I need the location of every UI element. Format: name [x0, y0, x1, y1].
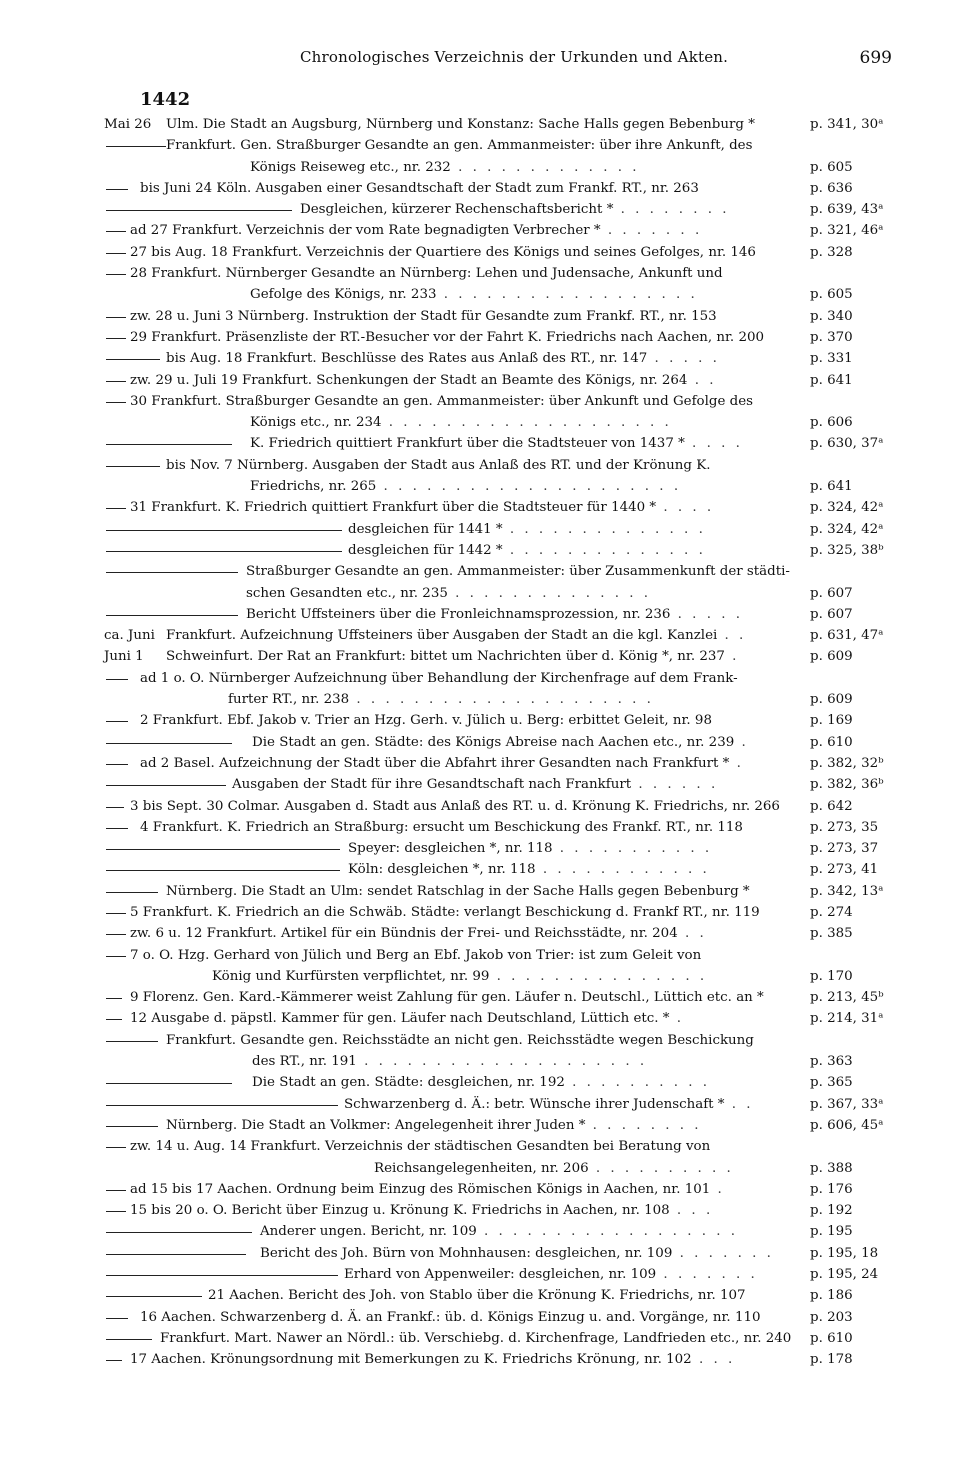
page-reference: p. 195, 24 [810, 1267, 879, 1283]
entry-row [104, 817, 904, 838]
ditto-rule [106, 892, 158, 893]
entry-row [104, 157, 904, 178]
leader-dots: . . . . . . . . . . . . . [450, 159, 640, 175]
year-heading: 1442 [140, 89, 191, 110]
leader-dots: . . . . . . [631, 777, 719, 793]
entry-text: Nürnberg. Die Stadt an Ulm: sendet Ratschlag in der Sache Halls gegen Bebenburg * [166, 883, 750, 899]
entry-text: Die Stadt an gen. Städte: desgleichen, nr. 192 . . . . . . . . . . [252, 1075, 711, 1091]
entry-row [104, 1349, 904, 1370]
entry-date: ca. Juni [104, 628, 155, 644]
leader-dots: . . . . . . . [672, 1245, 774, 1261]
entry-text: Nürnberg. Die Stadt an Volkmer: Angelegenheit ihrer Juden * . . . . . . . . [166, 1117, 702, 1133]
page-reference: p. 195 [810, 1224, 853, 1240]
ditto-rule [106, 615, 238, 616]
entry-row [104, 1307, 904, 1328]
entry-row [104, 1136, 904, 1157]
leader-dots: . [710, 1181, 725, 1197]
page-reference: p. 324, 42ᵃ [810, 500, 884, 516]
entry-row [104, 838, 904, 859]
entry-text: 27 bis Aug. 18 Frankfurt. Verzeichnis der Quartiere des Königs und seines Gefolges, nr. 146 [130, 244, 756, 260]
ditto-rule [106, 444, 232, 445]
leader-dots: . . . . . . . . . . [564, 1075, 711, 1091]
entry-text: Frankfurt. Mart. Nawer an Nördl.: üb. Verschiebg. d. Kirchenfrage, Landfrieden etc., nr. 240 [160, 1330, 792, 1346]
entry-text: K. Friedrich quittiert Frankfurt über die Stadtsteuer von 1437 * . . . . [250, 436, 743, 452]
ditto-rule [106, 1083, 232, 1084]
ditto-rule [106, 572, 238, 573]
page-reference: p. 610 [810, 734, 853, 750]
page-reference: p. 213, 45ᵇ [810, 990, 884, 1006]
leader-dots: . . . . . . . . . . . . . . . [489, 968, 708, 984]
ditto-rule [106, 338, 126, 339]
entry-row [104, 710, 904, 731]
entry-row [104, 732, 904, 753]
entry-row [104, 433, 904, 454]
entry-row [104, 412, 904, 433]
entry-row [104, 1008, 904, 1029]
leader-dots: . . . . . . . . . . . . . . . . . . . . [381, 415, 672, 431]
ditto-rule [106, 913, 126, 914]
page-reference: p. 636 [810, 180, 853, 196]
entry-text: 9 Florenz. Gen. Kard.-Kämmerer weist Zahlung für gen. Läufer n. Deutschl., Lüttich etc. an * [130, 990, 764, 1006]
ditto-rule [106, 1360, 122, 1361]
entry-text: ad 27 Frankfurt. Verzeichnis der vom Rate begnadigten Verbrecher * . . . . . . . [130, 223, 703, 239]
entry-row [104, 583, 904, 604]
entry-text: Frankfurt. Gesandte gen. Reichsstädte an nicht gen. Reichsstädte wegen Beschickung [166, 1032, 754, 1048]
entry-text: zw. 14 u. Aug. 14 Frankfurt. Verzeichnis der städtischen Gesandten bei Beratung von [130, 1139, 711, 1155]
page-reference: p. 642 [810, 798, 853, 814]
leader-dots: . . . . . . . . . . . . [535, 862, 710, 878]
entry-row [104, 135, 904, 156]
entry-row [104, 689, 904, 710]
entry-row [104, 370, 904, 391]
ditto-rule [106, 870, 340, 871]
entry-row [104, 476, 904, 497]
ditto-rule [106, 274, 126, 275]
ditto-rule [106, 530, 342, 531]
ditto-rule [106, 146, 166, 147]
entry-row [104, 1179, 904, 1200]
ditto-rule [106, 381, 126, 382]
entry-text: 7 o. O. Hzg. Gerhard von Jülich und Berg an Ebf. Jakob von Trier: ist zum Geleit von [130, 947, 702, 963]
page-reference: p. 321, 46ᵃ [810, 223, 884, 239]
entry-date: Mai 26 [104, 117, 152, 132]
page-reference: p. 370 [810, 329, 853, 345]
page-reference: p. 382, 32ᵇ [810, 755, 884, 771]
entry-row [104, 178, 904, 199]
entry-text: 29 Frankfurt. Präsenzliste der RT.-Besucher vor der Fahrt K. Friedrichs nach Aachen, nr. 200 [130, 329, 765, 345]
ditto-rule [106, 402, 126, 403]
leader-dots: . . . . . . . . . . . [552, 841, 713, 857]
leader-dots: . . . . . . . . . . [588, 1160, 734, 1176]
entry-text: Ausgaben der Stadt für ihre Gesandtschaft nach Frankfurt . . . . . . [232, 777, 719, 793]
entry-row [104, 199, 904, 220]
entry-row [104, 902, 904, 923]
entry-text: bis Aug. 18 Frankfurt. Beschlüsse des Rates aus Anlaß des RT., nr. 147 . . . . . [166, 351, 720, 367]
entry-row [104, 604, 904, 625]
ditto-rule [106, 1019, 122, 1020]
entry-row [104, 263, 904, 284]
ditto-rule [106, 1318, 128, 1319]
entry-row [104, 796, 904, 817]
ditto-rule [106, 359, 160, 360]
entry-text: desgleichen für 1441 * . . . . . . . . . . . . . . [348, 521, 706, 537]
entry-text: ad 1 o. O. Nürnberger Aufzeichnung über Behandlung der Kirchenfrage auf dem Frank- [140, 670, 738, 686]
page-reference: p. 176 [810, 1181, 853, 1197]
page-reference: p. 607 [810, 585, 853, 601]
page-reference: p. 365 [810, 1075, 853, 1091]
leader-dots: . . . . . . . . . . . . . . . . . . . . . [376, 479, 682, 495]
entry-text: Bericht Uffsteiners über die Fronleichnamsprozession, nr. 236 . . . . . [246, 606, 743, 622]
ditto-rule [106, 1296, 202, 1297]
page-reference: p. 186 [810, 1288, 853, 1304]
entry-row [104, 540, 904, 561]
leader-dots: . [724, 649, 740, 665]
ditto-rule [106, 189, 128, 190]
entry-row [104, 1072, 904, 1093]
ditto-rule [106, 849, 340, 850]
leader-dots: . . [677, 926, 707, 942]
entry-row [104, 327, 904, 348]
entry-text: ad 2 Basel. Aufzeichnung der Stadt über die Abfahrt ihrer Gesandten nach Frankfurt * . [140, 755, 744, 771]
ditto-rule [106, 1190, 126, 1191]
page-reference: p. 606 [810, 415, 853, 431]
leader-dots: . [729, 755, 744, 771]
ditto-rule [106, 721, 128, 722]
entry-row [104, 1115, 904, 1136]
entry-text: 31 Frankfurt. K. Friedrich quittiert Frankfurt über die Stadtsteuer für 1440 * . . . . [130, 500, 715, 516]
entry-text: des RT., nr. 191 . . . . . . . . . . . . . . . . . . . . [252, 1054, 648, 1070]
page-reference: p. 609 [810, 649, 853, 665]
entry-row [104, 455, 904, 476]
entry-text: zw. 29 u. Juli 19 Frankfurt. Schenkungen der Stadt an Beamte des Königs, nr. 264 . . [130, 372, 717, 388]
leader-dots: . . . . . . . [600, 223, 703, 239]
entry-row [104, 1158, 904, 1179]
ditto-rule [106, 1254, 246, 1255]
page-reference: p. 192 [810, 1203, 853, 1219]
entry-text: 3 bis Sept. 30 Colmar. Ausgaben d. Stadt aus Anlaß des RT. u. d. Krönung K. Friedrichs, nr. 266 [130, 798, 780, 814]
leader-dots: . [669, 1011, 684, 1027]
entry-row [104, 306, 904, 327]
page-reference: p. 169 [810, 713, 853, 729]
entry-date: Juni 1 [104, 649, 144, 665]
leader-dots: . . . . . [670, 606, 743, 622]
entry-text: Die Stadt an gen. Städte: des Königs Abreise nach Aachen etc., nr. 239 . [252, 734, 749, 750]
ditto-rule [106, 1041, 158, 1042]
page-reference: p. 195, 18 [810, 1245, 879, 1261]
entry-row [104, 1243, 904, 1264]
entry-text: König und Kurfürsten verpflichtet, nr. 99 . . . . . . . . . . . . . . . [212, 968, 708, 984]
ditto-rule [106, 1211, 126, 1212]
page-reference: p. 331 [810, 351, 853, 367]
page-reference: p. 385 [810, 926, 853, 942]
entry-text: 5 Frankfurt. K. Friedrich an die Schwäb. Städte: verlangt Beschickung d. Frankf RT., nr. 119 [130, 904, 760, 920]
ditto-rule [106, 1105, 338, 1106]
leader-dots: . . . . . [647, 351, 720, 367]
page-reference: p. 273, 37 [810, 841, 879, 857]
page-reference: p. 610 [810, 1330, 853, 1346]
entry-text: 21 Aachen. Bericht des Joh. von Stablo über die Krönung K. Friedrichs, nr. 107 [208, 1288, 746, 1304]
entry-row [104, 646, 904, 667]
entry-row [104, 242, 904, 263]
ditto-rule [106, 210, 292, 211]
entry-row [104, 561, 904, 582]
leader-dots: . . . . . . . . . . . . . . . . . . [476, 1224, 738, 1240]
page-reference: p. 605 [810, 287, 853, 303]
ditto-rule [106, 785, 226, 786]
ditto-rule [106, 764, 128, 765]
ditto-rule [106, 466, 160, 467]
entry-text: Desgleichen, kürzerer Rechenschaftsbericht * . . . . . . . . [300, 202, 730, 218]
entry-text: Gefolge des Königs, nr. 233 . . . . . . . . . . . . . . . . . . [250, 287, 698, 303]
running-head: Chronologisches Verzeichnis der Urkunden und Akten. [300, 48, 729, 66]
page-reference: p. 607 [810, 606, 853, 622]
entry-text: zw. 28 u. Juni 3 Nürnberg. Instruktion der Stadt für Gesandte zum Frankf. RT., nr. 153 [130, 308, 717, 324]
ditto-rule [106, 317, 126, 318]
ditto-rule [106, 1232, 252, 1233]
page-reference: p. 639, 43ᵃ [810, 202, 884, 218]
ditto-rule [106, 231, 126, 232]
leader-dots: . . . . . . . . . . . . . . . . . . [436, 287, 698, 303]
entry-row [104, 284, 904, 305]
leader-dots: . . [724, 1096, 754, 1112]
entry-text: 12 Ausgabe d. päpstl. Kammer für gen. Läufer nach Deutschland, Lüttich etc. * . [130, 1011, 684, 1027]
page-reference: p. 203 [810, 1309, 853, 1325]
entry-row [104, 625, 904, 646]
leader-dots: . . . . . . . . . . . . . . . . . . . . . [349, 692, 654, 708]
entry-list [104, 114, 904, 1371]
ditto-rule [106, 1275, 338, 1276]
leader-dots: . . [687, 372, 717, 388]
ditto-rule [106, 828, 128, 829]
entry-text: schen Gesandten etc., nr. 235 . . . . . . . . . . . . . . [246, 585, 652, 601]
entry-text: 15 bis 20 o. O. Bericht über Einzug u. Krönung K. Friedrichs in Aachen, nr. 108 . . . [130, 1203, 714, 1219]
entry-row [104, 348, 904, 369]
page-reference: p. 170 [810, 968, 853, 984]
ditto-rule [106, 551, 342, 552]
page-reference: p. 340 [810, 308, 853, 324]
entry-text: furter RT., nr. 238 . . . . . . . . . . . . . . . . . . . . . [228, 692, 654, 708]
entry-text: bis Nov. 7 Nürnberg. Ausgaben der Stadt aus Anlaß des RT. und der Krönung K. [166, 457, 711, 473]
ditto-rule [106, 253, 126, 254]
ditto-rule [106, 743, 232, 744]
entry-text: 28 Frankfurt. Nürnberger Gesandte an Nürnberg: Lehen und Judensache, Ankunft und [130, 266, 723, 282]
entry-text: 4 Frankfurt. K. Friedrich an Straßburg: ersucht um Beschickung des Frankf. RT., nr. 118 [140, 819, 743, 835]
entry-row [104, 753, 904, 774]
leader-dots: . . . . . . . . . . . . . . [502, 542, 706, 558]
page-reference: p. 342, 13ᵃ [810, 883, 884, 899]
ditto-rule [106, 807, 124, 808]
entry-text: Ulm. Die Stadt an Augsburg, Nürnberg und Konstanz: Sache Halls gegen Bebenburg * [166, 117, 755, 132]
leader-dots: . . . . . . . . . . . . . . [502, 521, 706, 537]
leader-dots: . . . . . . . [656, 1267, 758, 1283]
page-reference: p. 273, 35 [810, 819, 879, 835]
leader-dots: . . . . [684, 436, 743, 452]
entry-row [104, 945, 904, 966]
entry-text: Königs etc., nr. 234 . . . . . . . . . . . . . . . . . . . . [250, 415, 672, 431]
entry-text: Erhard von Appenweiler: desgleichen, nr. 109 . . . . . . . [344, 1267, 758, 1283]
ditto-rule [106, 934, 126, 935]
entry-text: Schwarzenberg d. Ä.: betr. Wünsche ihrer Judenschaft * . . [344, 1096, 754, 1112]
page-reference: p. 273, 41 [810, 862, 879, 878]
entry-text: Schweinfurt. Der Rat an Frankfurt: bittet um Nachrichten über d. König *, nr. 237 . [166, 649, 740, 665]
entry-text: Reichsangelegenheiten, nr. 206 . . . . . . . . . . [374, 1160, 734, 1176]
entry-row [104, 881, 904, 902]
page-reference: p. 363 [810, 1054, 853, 1070]
entry-row [104, 1094, 904, 1115]
entry-text: ad 15 bis 17 Aachen. Ordnung beim Einzug des Römischen Königs in Aachen, nr. 101 . [130, 1181, 725, 1197]
entry-row [104, 1200, 904, 1221]
entry-row [104, 1285, 904, 1306]
ditto-rule [106, 508, 126, 509]
page-reference: p. 382, 36ᵇ [810, 777, 884, 793]
entry-row [104, 1328, 904, 1349]
leader-dots: . . [717, 628, 747, 644]
page-reference: p. 641 [810, 372, 853, 388]
ditto-rule [106, 679, 128, 680]
page-reference: p. 328 [810, 244, 853, 260]
entry-text: Frankfurt. Aufzeichnung Uffsteiners über Ausgaben der Stadt an die kgl. Kanzlei . . [166, 628, 747, 644]
entry-row [104, 1221, 904, 1242]
entry-row [104, 1264, 904, 1285]
entry-text: bis Juni 24 Köln. Ausgaben einer Gesandtschaft der Stadt zum Frankf. RT., nr. 263 [140, 180, 699, 196]
entry-row [104, 774, 904, 795]
page-reference: p. 341, 30ᵃ [810, 117, 884, 132]
page-reference: p. 274 [810, 904, 853, 920]
entry-text: zw. 6 u. 12 Frankfurt. Artikel für ein Bündnis der Frei- und Reichsstädte, nr. 204 . . [130, 926, 707, 942]
entry-text: Bericht des Joh. Bürn von Mohnhausen: desgleichen, nr. 109 . . . . . . . [260, 1245, 774, 1261]
page-reference: p. 325, 38ᵇ [810, 542, 884, 558]
page-reference: p. 388 [810, 1160, 853, 1176]
ditto-rule [106, 956, 126, 957]
leader-dots: . . . [669, 1203, 714, 1219]
entry-row [104, 966, 904, 987]
leader-dots: . . . . . . . . [585, 1117, 702, 1133]
entry-text: 16 Aachen. Schwarzenberg d. Ä. an Frankf.: üb. d. Königs Einzug u. and. Vorgänge, nr. 110 [140, 1309, 761, 1325]
leader-dots: . . . . . . . . . . . . . . [447, 585, 652, 601]
page-reference: p. 214, 31ᵃ [810, 1011, 884, 1027]
ditto-rule [106, 998, 122, 999]
leader-dots: . . . . . . . . [613, 202, 730, 218]
leader-dots: . . . [691, 1352, 736, 1368]
entry-row [104, 987, 904, 1008]
entry-row [104, 497, 904, 518]
page-reference: p. 367, 33ᵃ [810, 1096, 884, 1112]
entry-text: Köln: desgleichen *, nr. 118 . . . . . . . . . . . . [348, 862, 710, 878]
page-reference: p. 605 [810, 159, 853, 175]
entry-text: Frankfurt. Gen. Straßburger Gesandte an gen. Ammanmeister: über ihre Ankunft, des [166, 138, 753, 154]
entry-row [104, 859, 904, 880]
entry-row [104, 668, 904, 689]
entry-text: desgleichen für 1442 * . . . . . . . . . . . . . . [348, 542, 706, 558]
entry-row [104, 519, 904, 540]
page-reference: p. 609 [810, 692, 853, 708]
ditto-rule [106, 1126, 158, 1127]
entry-row [104, 114, 904, 135]
leader-dots: . . . . . . . . . . . . . . . . . . . . [356, 1054, 648, 1070]
entry-text: Speyer: desgleichen *, nr. 118 . . . . . . . . . . . [348, 841, 713, 857]
page-reference: p. 606, 45ᵃ [810, 1117, 884, 1133]
entry-row [104, 923, 904, 944]
entry-text: Königs Reiseweg etc., nr. 232 . . . . . . . . . . . . . [250, 159, 640, 175]
ditto-rule [106, 1147, 126, 1148]
entry-text: 30 Frankfurt. Straßburger Gesandte an gen. Ammanmeister: über Ankunft und Gefolge des [130, 393, 754, 409]
leader-dots: . . . . [656, 500, 715, 516]
page-reference: p. 641 [810, 479, 853, 495]
entry-text: 2 Frankfurt. Ebf. Jakob v. Trier an Hzg. Gerh. v. Jülich u. Berg: erbittet Geleit, nr. 98 [140, 713, 712, 729]
entry-text: Anderer ungen. Bericht, nr. 109 . . . . . . . . . . . . . . . . . . [260, 1224, 738, 1240]
leader-dots: . [734, 734, 749, 750]
entry-row [104, 391, 904, 412]
entry-text: Friedrichs, nr. 265 . . . . . . . . . . . . . . . . . . . . . [250, 479, 682, 495]
page-reference: p. 178 [810, 1352, 853, 1368]
entry-row [104, 1051, 904, 1072]
page-reference: p. 631, 47ᵃ [810, 628, 884, 644]
ditto-rule [106, 1339, 152, 1340]
page-reference: p. 324, 42ᵃ [810, 521, 884, 537]
entry-row [104, 1030, 904, 1051]
entry-text: Straßburger Gesandte an gen. Ammanmeister: über Zusammenkunft der städti- [246, 564, 790, 580]
entry-row [104, 220, 904, 241]
entry-text: 17 Aachen. Krönungsordnung mit Bemerkungen zu K. Friedrichs Krönung, nr. 102 . . . [130, 1352, 736, 1368]
page-reference: p. 630, 37ᵃ [810, 436, 884, 452]
page-number: 699 [859, 48, 892, 68]
